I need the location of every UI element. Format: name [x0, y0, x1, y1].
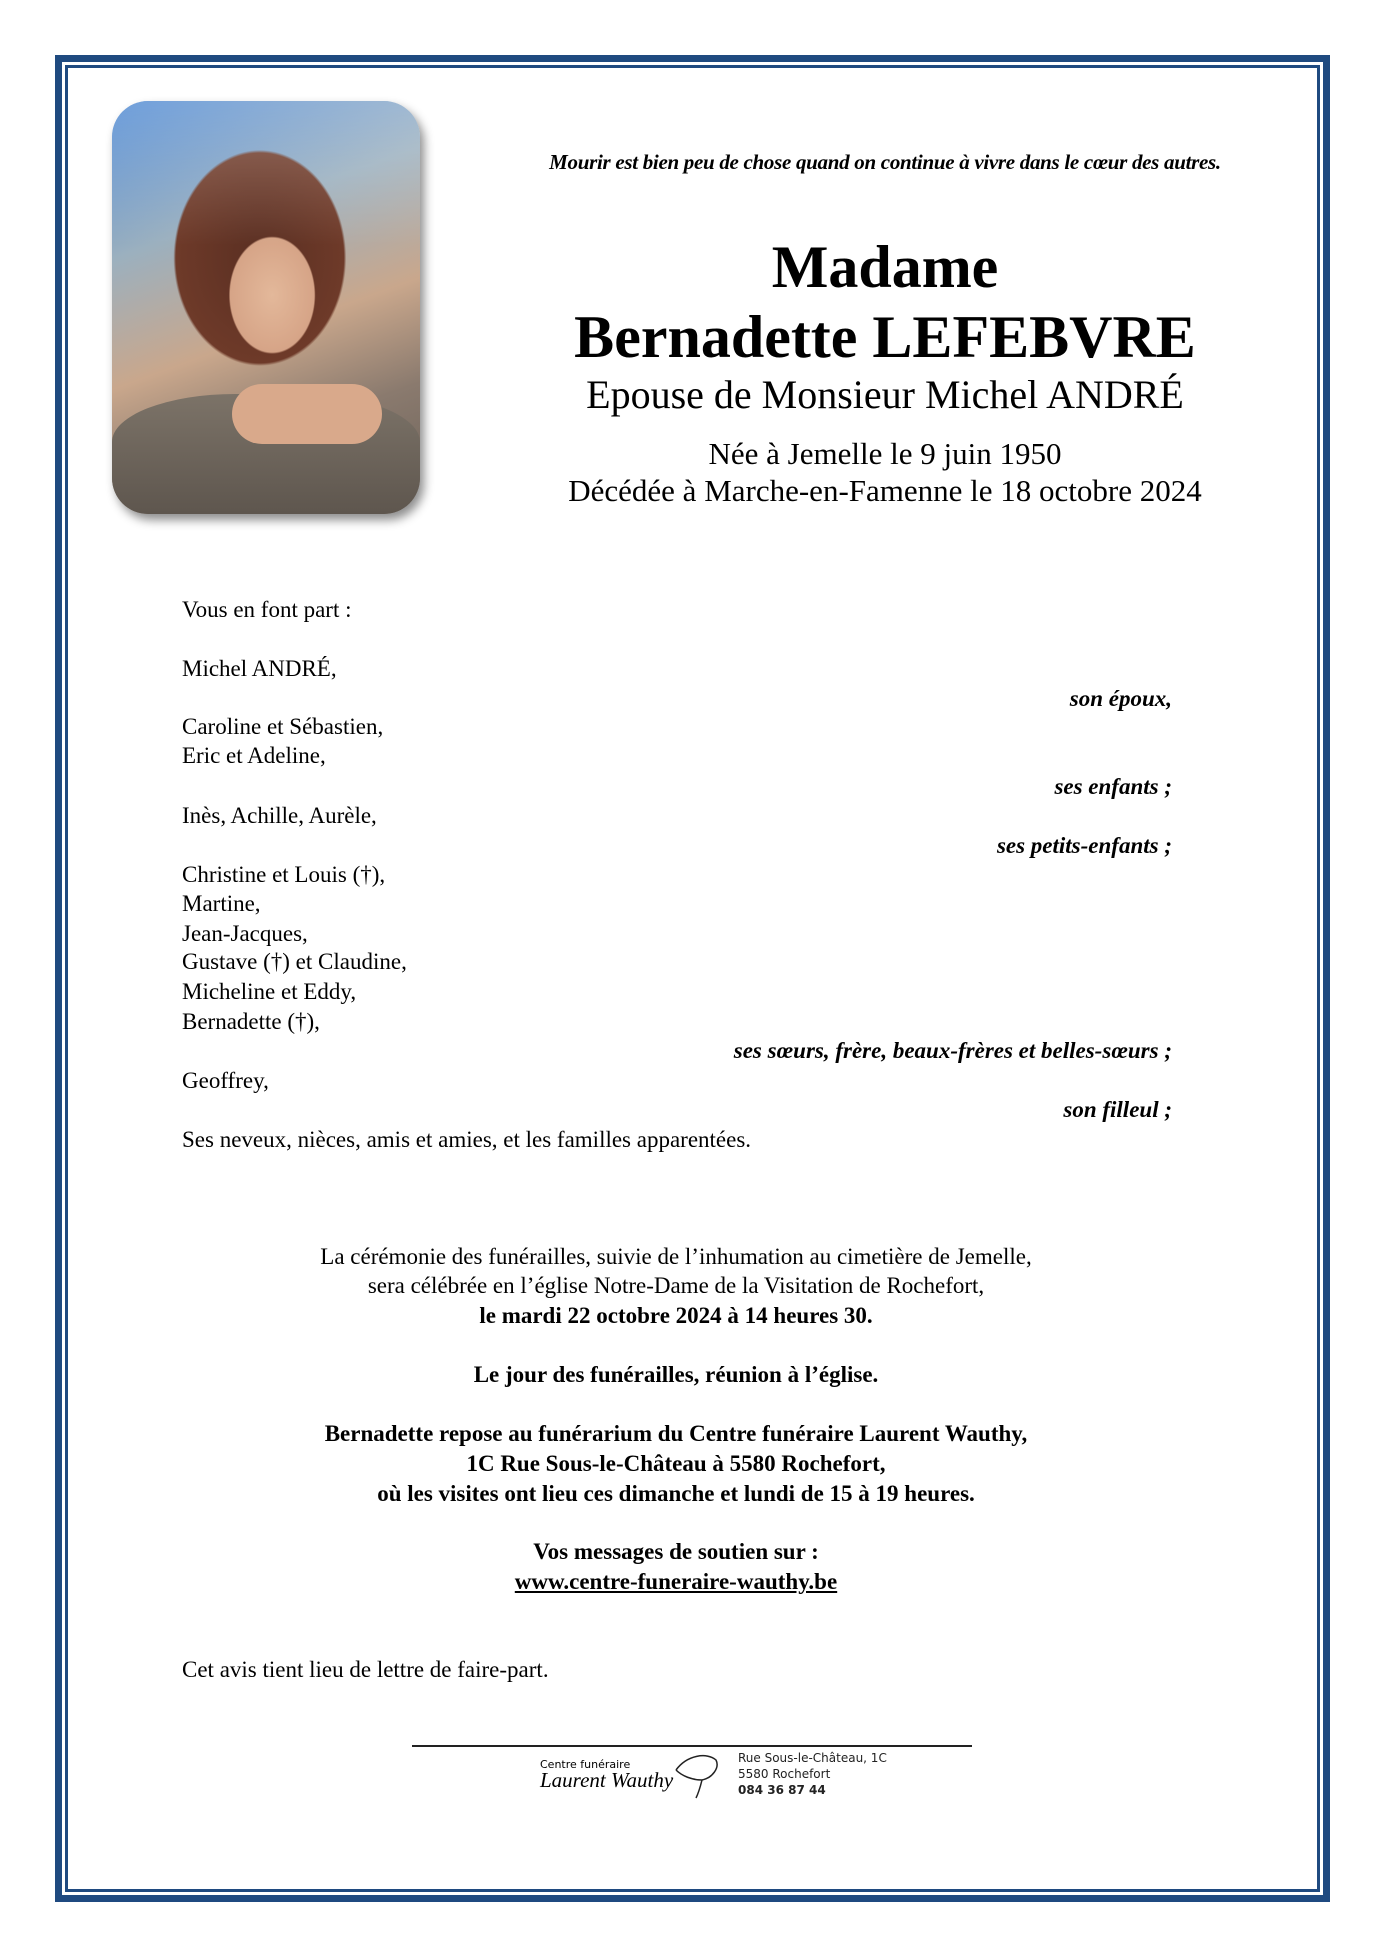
family-name: Inès, Achille, Aurèle, — [182, 803, 377, 828]
messages-label: Vos messages de soutien sur : — [533, 1539, 819, 1564]
family-name: Eric et Adeline, — [182, 743, 326, 768]
family-name: Geoffrey, — [182, 1068, 269, 1093]
family-name: Christine et Louis (†), — [182, 862, 386, 887]
ceremony-line: sera célébrée en l’église Notre-Dame de la Visitation de Rochefort, — [367, 1273, 985, 1298]
family-name: Jean-Jacques, — [182, 921, 308, 946]
family-others: Ses neveux, nièces, amis et amies, et les familles apparentées. — [182, 1127, 752, 1152]
spouse-line: Epouse de Monsieur Michel ANDRÉ — [586, 372, 1184, 417]
logo-small-text: Centre funéraire — [540, 1758, 631, 1771]
death-line: Décédée à Marche-en-Famenne le 18 octobre 2024 — [568, 473, 1202, 508]
ceremony-line: La cérémonie des funérailles, suivie de l’inhumation au cimetière de Jemelle, — [320, 1244, 1032, 1269]
title: Madame — [771, 234, 999, 300]
family-name: Gustave (†) et Claudine, — [182, 949, 407, 974]
calla-lily-logo-icon — [672, 1750, 722, 1800]
portrait-photo — [112, 101, 420, 514]
birth-line: Née à Jemelle le 9 juin 1950 — [708, 436, 1062, 471]
memorial-quote: Mourir est bien peu de chose quand on continue à vivre dans le cœur des autres. — [549, 150, 1221, 174]
website-link-row — [0, 1568, 1352, 1596]
family-role: son filleul ; — [1063, 1097, 1172, 1122]
meeting-info: Le jour des funérailles, réunion à l’église. — [473, 1362, 879, 1387]
footer-divider — [412, 1745, 972, 1747]
intro: Vous en font part : — [182, 597, 352, 622]
deceased-name: Bernadette LEFEBVRE — [574, 304, 1196, 370]
family-name: Micheline et Eddy, — [182, 979, 357, 1004]
family-name: Michel ANDRÉ, — [182, 656, 337, 681]
visit-line: où les visites ont lieu ces dimanche et lundi de 15 à 19 heures. — [377, 1481, 975, 1506]
visit-line: 1C Rue Sous-le-Château à 5580 Rochefort, — [466, 1451, 886, 1476]
family-role: ses enfants ; — [1054, 774, 1172, 799]
closing-note: Cet avis tient lieu de lettre de faire-part. — [182, 1657, 549, 1682]
footer-address — [738, 1750, 887, 1798]
family-name: Caroline et Sébastien, — [182, 714, 384, 739]
phone-number: 084 36 87 44 — [738, 1783, 826, 1797]
family-name: Bernadette (†), — [182, 1009, 320, 1034]
family-role: ses sœurs, frère, beaux-frères et belles-sœurs ; — [733, 1038, 1172, 1063]
address-line: Rue Sous-le-Château, 1C — [738, 1751, 887, 1765]
visit-line: Bernadette repose au funérarium du Centre funéraire Laurent Wauthy, — [324, 1421, 1028, 1446]
logo-name: Laurent Wauthy — [540, 1768, 674, 1792]
family-role: ses petits-enfants ; — [996, 833, 1172, 858]
family-role: son époux, — [1069, 686, 1172, 711]
website-link[interactable]: www.centre-funeraire-wauthy.be — [514, 1569, 838, 1594]
address-line: 5580 Rochefort — [738, 1767, 831, 1781]
ceremony-date: le mardi 22 octobre 2024 à 14 heures 30. — [479, 1303, 873, 1328]
family-name: Martine, — [182, 891, 261, 916]
